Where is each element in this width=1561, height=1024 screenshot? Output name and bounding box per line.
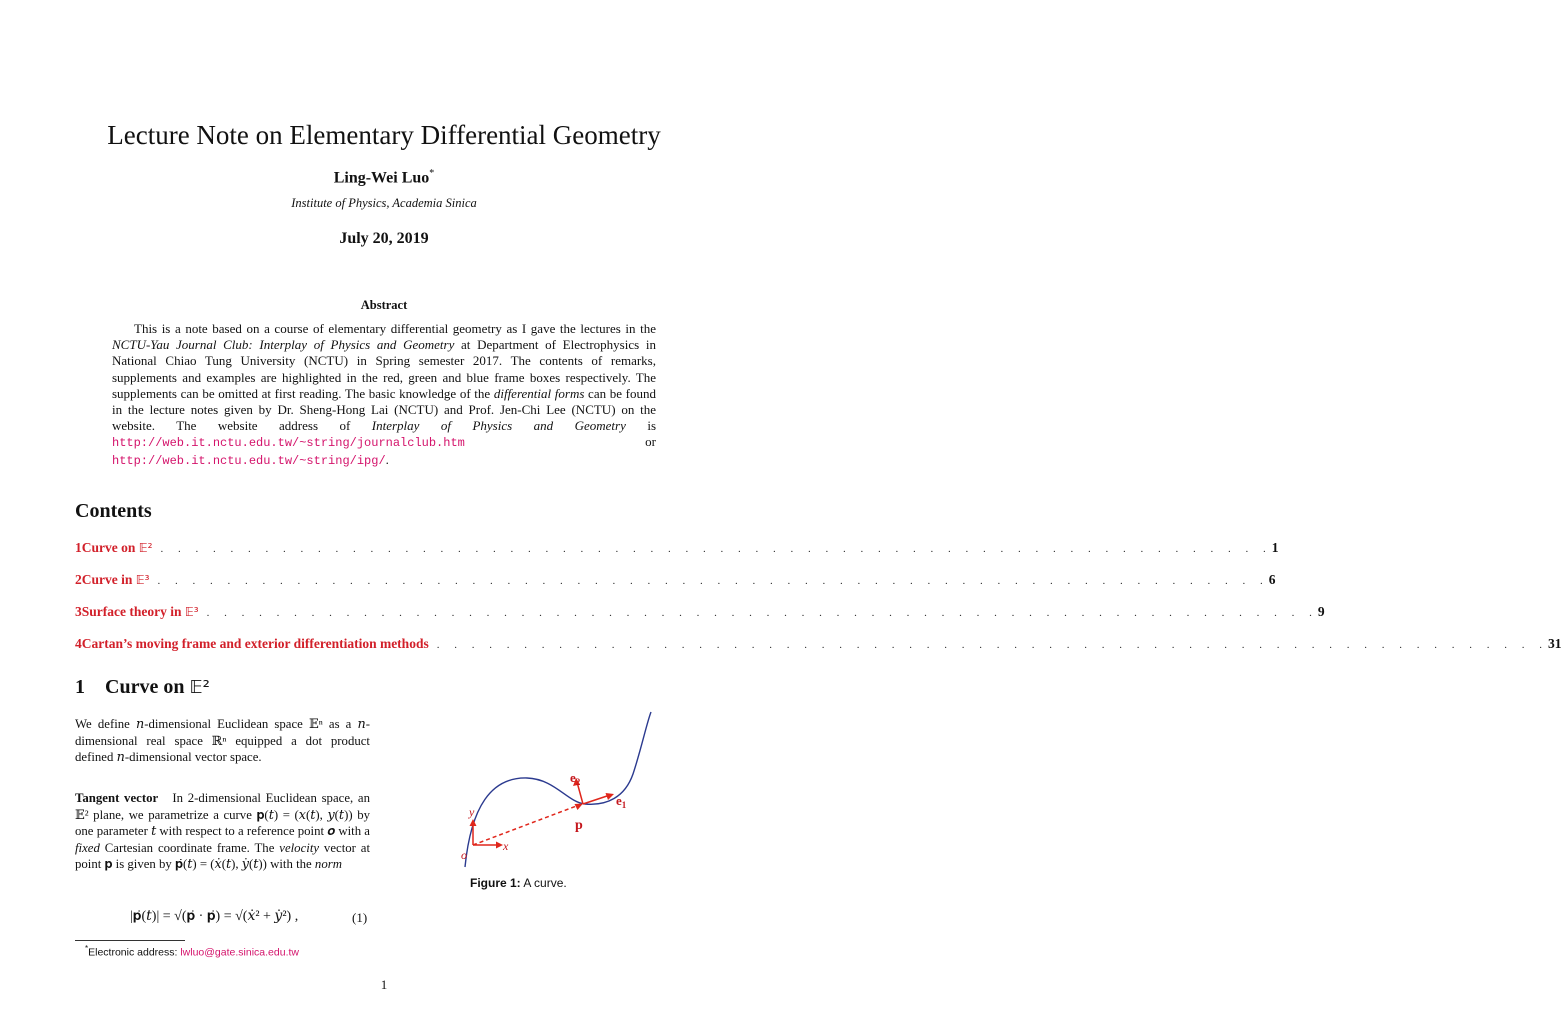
section-1-heading: 1 Curve on 𝔼² [75, 676, 210, 698]
equation-1: |𝐩̇(𝑡)| = √(𝐩̇ · 𝐩̇) = √(𝑥̇² + 𝑦̇²) , [130, 909, 299, 924]
curve-path [465, 712, 651, 867]
page-number: 1 [380, 977, 388, 992]
toc-page-number: 1 [1271, 540, 1279, 555]
y-label: y [469, 805, 475, 819]
toc-page-number: 9 [1317, 604, 1325, 619]
origin-label: o [461, 848, 467, 862]
toc-page-number: 31 [1547, 636, 1561, 651]
e2-label: $e_2$ [570, 770, 581, 787]
footnote: *Electronic address: lwluo@gate.sinica.edu.tw [85, 944, 299, 959]
author-name: Ling-Wei Luo* [333, 168, 435, 187]
toc-entry-2[interactable]: 2 Curve in 𝔼³ . . . . . . . . . . . . . . . . . . . . . . . . . . . . . . . . . . . . . . . . . . . . . . . . . . . . . . . . . . . . . . . . 6 [75, 572, 1276, 587]
toc-page-number: 6 [1268, 572, 1276, 587]
toc-entry-3[interactable]: 3 Surface theory in 𝔼³ . . . . . . . . . . . . . . . . . . . . . . . . . . . . . . . . . . . . . . . . . . . . . . . . . . . . . . . . . . . . . . . . 9 [75, 604, 1325, 619]
tangent-vector-heading: Tangent vector [75, 791, 159, 805]
author-footnote-mark: * [429, 168, 435, 179]
position-vector-arrow [473, 805, 579, 845]
equation-number: (1) [352, 910, 368, 925]
journal-club-link[interactable]: http://web.it.nctu.edu.tw/~string/journalclub.htm [112, 436, 465, 451]
figure-caption: Figure 1: A curve. [470, 876, 567, 890]
ipg-link[interactable]: http://web.it.nctu.edu.tw/~string/ipg/ [112, 453, 386, 468]
section-1-intro: We define 𝑛-dimensional Euclidean space 𝔼ⁿ as a 𝑛-dimensional real space ℝⁿ equipped a dot product defined 𝑛-dimensional vector space. [75, 717, 370, 764]
p-label: p [575, 818, 583, 833]
author-email-link[interactable]: lwluo@gate.sinica.edu.tw [180, 946, 299, 959]
toc-entry-1[interactable]: 1 Curve on 𝔼² . . . . . . . . . . . . . . . . . . . . . . . . . . . . . . . . . . . . . . . . . . . . . . . . . . . . . . . . . . . . . . . . 1 [75, 540, 1279, 555]
toc-leader-dots: . . . . . . . . . . . . . . . . . . . . . . . . . . . . . . . . . . . . . . . . . . . . . . . . . . . . . . . . . . . . . . . . [157, 575, 1269, 587]
paper-title: Lecture Note on Elementary Differential Geometry [107, 120, 661, 150]
e1-label: $e_1$ [616, 793, 627, 810]
toc-leader-dots: . . . . . . . . . . . . . . . . . . . . . . . . . . . . . . . . . . . . . . . . . . . . . . . . . . . . . . . . . . . . . . . . [160, 543, 1272, 555]
toc-entry-4[interactable]: 4 Cartan’s moving frame and exterior differentiation methods . . . . . . . . . . . . . . . . . . . . . . . . . . . . . . . . . . . . . . . . . . . . . . . . . . . . . . . . . . . . . . . . 31 [75, 636, 1561, 651]
tangent-vector-paragraph: Tangent vector In 2-dimensional Euclidean space, an 𝔼² plane, we parametrize a curve 𝐩(𝑡) = (𝑥(𝑡), 𝑦(𝑡)) by one parameter 𝑡 with respect to a reference point 𝒐 with a fixed Cartesian coordinate frame. The velocity vector at point 𝐩 is given by 𝐩̇(𝑡) = (𝑥̇(𝑡), 𝑦̇(𝑡)) with the norm [75, 791, 371, 871]
toc-leader-dots: . . . . . . . . . . . . . . . . . . . . . . . . . . . . . . . . . . . . . . . . . . . . . . . . . . . . . . . . . . . . . . . . [436, 639, 1548, 651]
author-affiliation: Institute of Physics, Academia Sinica [291, 196, 477, 210]
toc-leader-dots: . . . . . . . . . . . . . . . . . . . . . . . . . . . . . . . . . . . . . . . . . . . . . . . . . . . . . . . . . . . . . . . . [206, 607, 1318, 619]
footnote-rule [75, 940, 185, 941]
abstract-body: This is a note based on a course of elementary differential geometry as I gave the lectures in the NCTU-Yau Journal Club: Interplay of Physics and Geometry at Department of Electrophysics in National Chiao Tung University (NCTU) in Spring semester 2017. The contents of remarks, supplements and examples are highlighted in the red, green and blue frame boxes respectively. The supplements can be omitted at first reading. The basic knowledge of the differential forms can be found in the lecture notes given by Dr. Sheng-Hong Lai (NCTU) and Prof. Jen-Chi Lee (NCTU) on the website. The website address of Interplay of Physics and Geometry is http://web.it.nctu.edu.tw/~string/journalclub.htm or http://web.it.nctu.edu.tw/~string/ipg/. [112, 321, 657, 468]
abstract-heading: Abstract [360, 298, 408, 312]
paper-date: July 20, 2019 [339, 230, 429, 247]
contents-heading: Contents [75, 500, 152, 522]
curve-figure [455, 712, 675, 872]
x-label: x [503, 839, 509, 853]
